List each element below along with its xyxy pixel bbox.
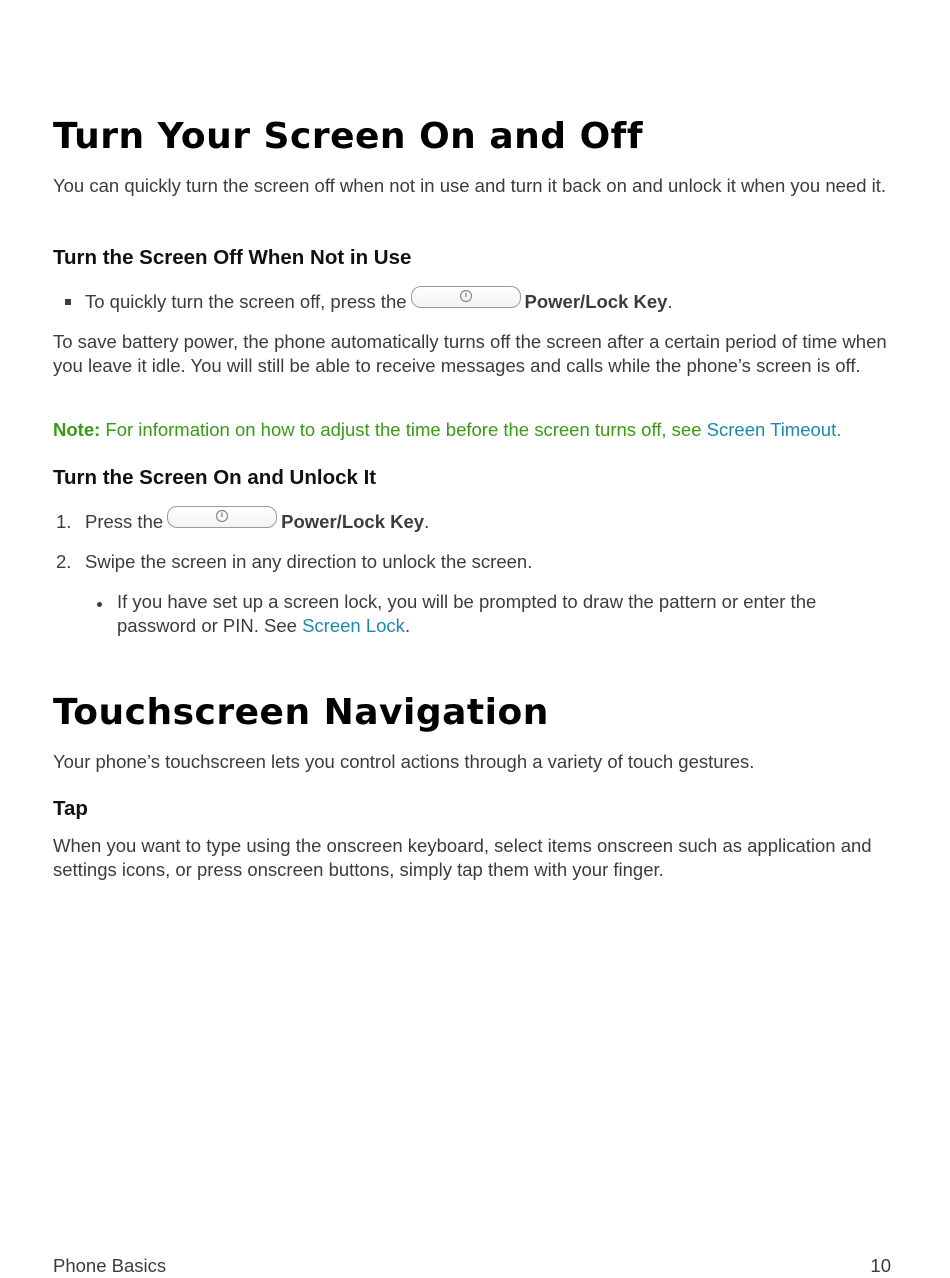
bullet-text: To quickly turn the screen off, press the: [85, 291, 407, 312]
step-2-text: Swipe the screen in any direction to unlock the screen.: [85, 551, 533, 572]
power-key-icon: [167, 506, 277, 528]
step-1-text: Press the: [85, 511, 164, 532]
step-1-end: .: [424, 511, 430, 532]
sub-bullet-end: .: [404, 615, 411, 636]
subheading-screen-on: Turn the Screen On and Unlock It: [53, 466, 377, 489]
bullet-marker: [65, 299, 71, 305]
sub-bullet-marker: [97, 602, 102, 607]
step-2-number: 2.: [56, 551, 72, 572]
note-paragraph: [53, 418, 898, 442]
power-key-icon: [411, 286, 521, 308]
sub-bullet-screen-lock: [117, 590, 857, 638]
screen-lock-link[interactable]: Screen Lock: [302, 615, 405, 636]
subheading-tap: Tap: [53, 797, 88, 820]
screen-timeout-link[interactable]: Screen Timeout: [706, 419, 837, 440]
battery-paragraph: To save battery power, the phone automatically turns off the screen after a certain period of time when you leave it idle. You will still be able to receive messages and calls while the phone’s screen is off.: [53, 331, 887, 376]
note-label: Note:: [53, 419, 101, 440]
power-lock-key-label: Power/Lock Key: [281, 511, 425, 532]
step-1: [85, 510, 898, 534]
page-title: Turn Your Screen On and Off: [53, 116, 643, 157]
note-end: .: [836, 419, 842, 440]
subheading-screen-off: Turn the Screen Off When Not in Use: [53, 246, 412, 269]
tap-paragraph: When you want to type using the onscreen keyboard, select items onscreen such as application and settings icons, or press onscreen buttons, simply tap them with your finger.: [53, 835, 872, 880]
sub-bullet-text: If you have set up a screen lock, you will be prompted to draw the pattern or enter the password or PIN. See: [117, 591, 817, 636]
bullet-end: .: [667, 291, 673, 312]
footer-section-name: Phone Basics: [53, 1255, 167, 1276]
touchscreen-intro: Your phone’s touchscreen lets you control actions through a variety of touch gestures.: [53, 751, 755, 772]
section-title-touchscreen: Touchscreen Navigation: [53, 692, 549, 733]
bullet-item-screen-off: [85, 290, 898, 314]
step-1-number: 1.: [56, 511, 72, 532]
intro-paragraph: You can quickly turn the screen off when not in use and turn it back on and unlock it when you need it.: [53, 175, 887, 196]
note-text: For information on how to adjust the time before the screen turns off, see: [105, 419, 702, 440]
footer-page-number: 10: [870, 1255, 891, 1276]
power-lock-key-label: Power/Lock Key: [524, 291, 668, 312]
